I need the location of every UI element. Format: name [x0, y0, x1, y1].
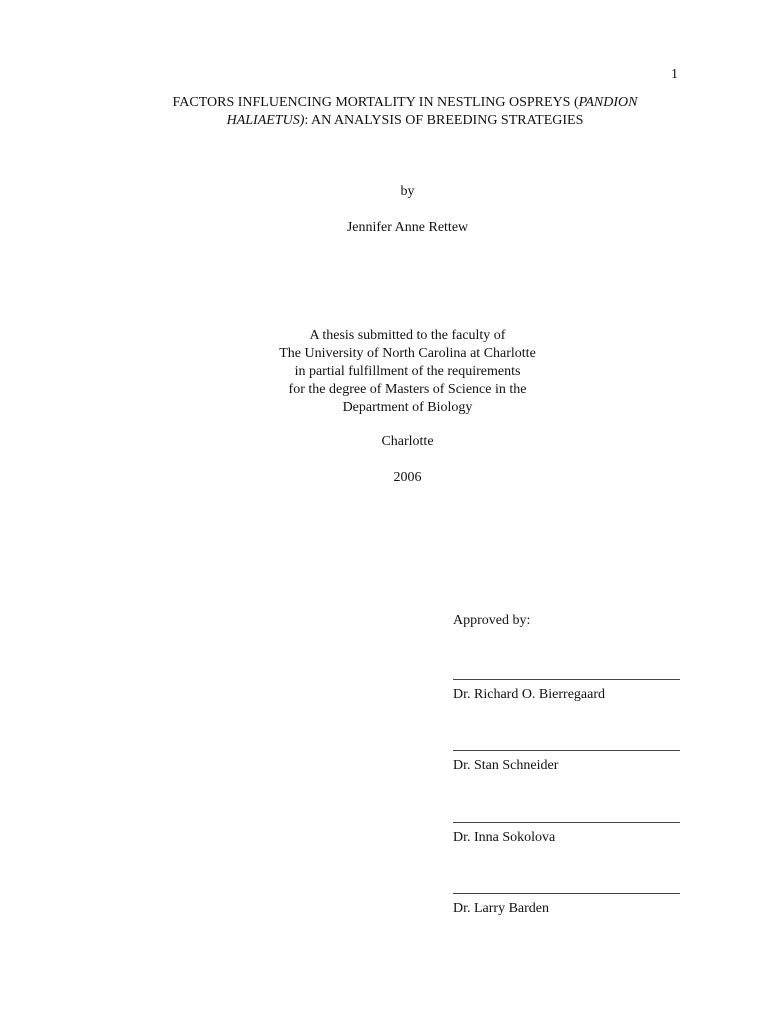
year: 2006	[393, 470, 422, 485]
city: Charlotte	[381, 434, 434, 449]
title-line-1-text: FACTORS INFLUENCING MORTALITY IN NESTLING OSPREYS (	[172, 95, 579, 110]
submission-statement	[0, 327, 770, 417]
statement-line: A thesis submitted to the faculty of	[309, 328, 506, 343]
signatory-name: Dr. Stan Schneider	[453, 758, 559, 773]
signatory-name: Dr. Larry Barden	[453, 901, 550, 916]
title-line-1	[130, 94, 680, 112]
signatory-name: Dr. Richard O. Bierregaard	[453, 687, 605, 702]
signature-line	[453, 822, 680, 823]
page-number: 1	[671, 67, 678, 82]
signatory-name: Dr. Inna Sokolova	[453, 830, 556, 845]
signature-block	[453, 679, 680, 704]
title-line-2	[130, 112, 680, 130]
approved-by-label: Approved by:	[453, 613, 531, 628]
statement-line: Department of Biology	[342, 400, 473, 415]
signature-line	[453, 893, 680, 894]
statement-line: in partial fulfillment of the requirements	[294, 364, 521, 379]
by-label: by	[400, 184, 415, 199]
signature-line	[453, 750, 680, 751]
signature-block	[453, 750, 680, 775]
statement-line: The University of North Carolina at Charlotte	[279, 346, 536, 361]
signature-line	[453, 679, 680, 680]
title-genus: PANDION	[578, 95, 638, 110]
signature-block	[453, 893, 680, 918]
thesis-title	[130, 94, 680, 130]
author-name: Jennifer Anne Rettew	[346, 220, 469, 235]
title-line-2-text: : AN ANALYSIS OF BREEDING STRATEGIES	[304, 113, 584, 128]
signature-block	[453, 822, 680, 847]
title-species: HALIAETUS)	[226, 113, 305, 128]
statement-line: for the degree of Masters of Science in the	[288, 382, 527, 397]
